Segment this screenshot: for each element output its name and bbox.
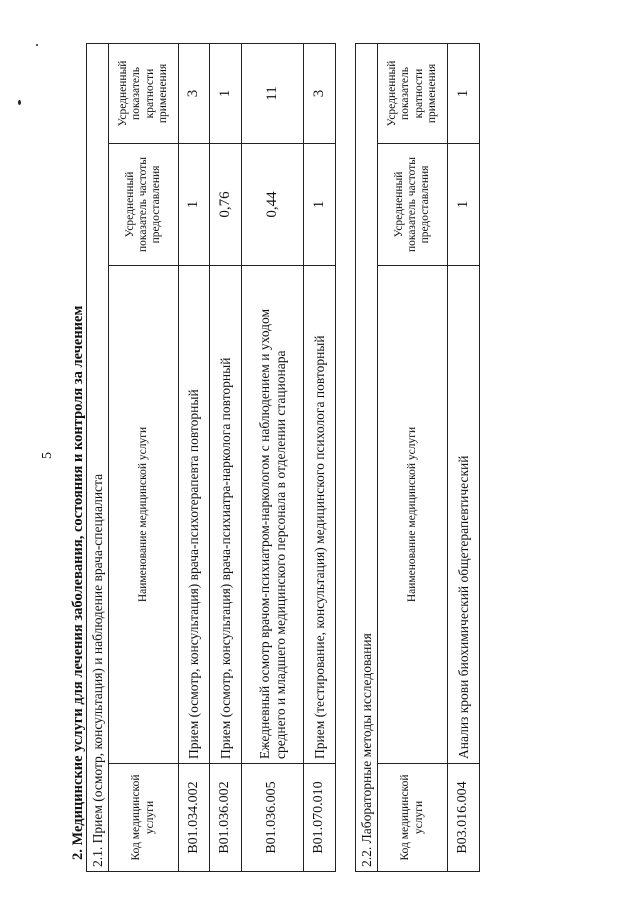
service-name: Анализ крови биохимический общетерапевтический	[448, 266, 480, 764]
column-header: Усредненный показатель частоты предоставления	[378, 144, 448, 266]
service-name: Прием (осмотр, консультация) врача-психотерапевта повторный	[179, 266, 210, 764]
service-code: B01.034.002	[179, 764, 210, 872]
table-lab-tests	[355, 43, 480, 872]
section-heading: 2. Медицинские услуги для лечения заболевания, состояния и контроля за лечением	[70, 305, 86, 860]
service-name: Прием (осмотр, консультация) врача-психиатра-нарколога повторный	[210, 266, 242, 764]
column-header: Код медицинской услуги	[109, 764, 179, 872]
column-header: Наименование медицинской услуги	[109, 266, 179, 764]
service-code: B03.016.004	[448, 764, 480, 872]
column-header: Код медицинской услуги	[378, 764, 448, 872]
service-name: Прием (тестирование, консультация) медицинского психолога повторный	[304, 266, 336, 764]
multiplicity-value: 11	[242, 43, 304, 143]
multiplicity-value: 3	[179, 43, 210, 143]
column-header: Наименование медицинской услуги	[378, 266, 448, 764]
table-row	[179, 43, 210, 871]
service-code: B01.070.010	[304, 764, 336, 872]
multiplicity-value: 1	[448, 43, 480, 143]
frequency-value: 1	[304, 144, 336, 266]
multiplicity-value: 3	[304, 43, 336, 143]
service-code: B01.036.002	[210, 764, 242, 872]
column-header: Усредненный показатель частоты предоставления	[109, 144, 179, 266]
frequency-value: 1	[179, 144, 210, 266]
table-caption: 2.2. Лабораторные методы исследования	[356, 43, 378, 871]
page-number: 5	[40, 452, 55, 459]
column-header: Усредненный показатель кратности применения	[378, 43, 448, 143]
service-name: Ежедневный осмотр врачом-психиатром-наркологом с наблюдением и уходом среднего и младшего медицинского персонала в отделении стационара	[242, 266, 304, 764]
column-header: Усредненный показатель кратности применения	[109, 43, 179, 143]
table-caption: 2.1. Прием (осмотр, консультация) и наблюдение врача-специалиста	[87, 43, 109, 871]
frequency-value: 0,44	[242, 144, 304, 266]
table-row	[242, 43, 304, 871]
frequency-value: 1	[448, 144, 480, 266]
table-row	[304, 43, 336, 871]
multiplicity-value: 1	[210, 43, 242, 143]
frequency-value: 0,76	[210, 144, 242, 266]
table-consultations	[86, 43, 336, 872]
table-row	[448, 43, 480, 871]
table-row	[210, 43, 242, 871]
service-code: B01.036.005	[242, 764, 304, 872]
